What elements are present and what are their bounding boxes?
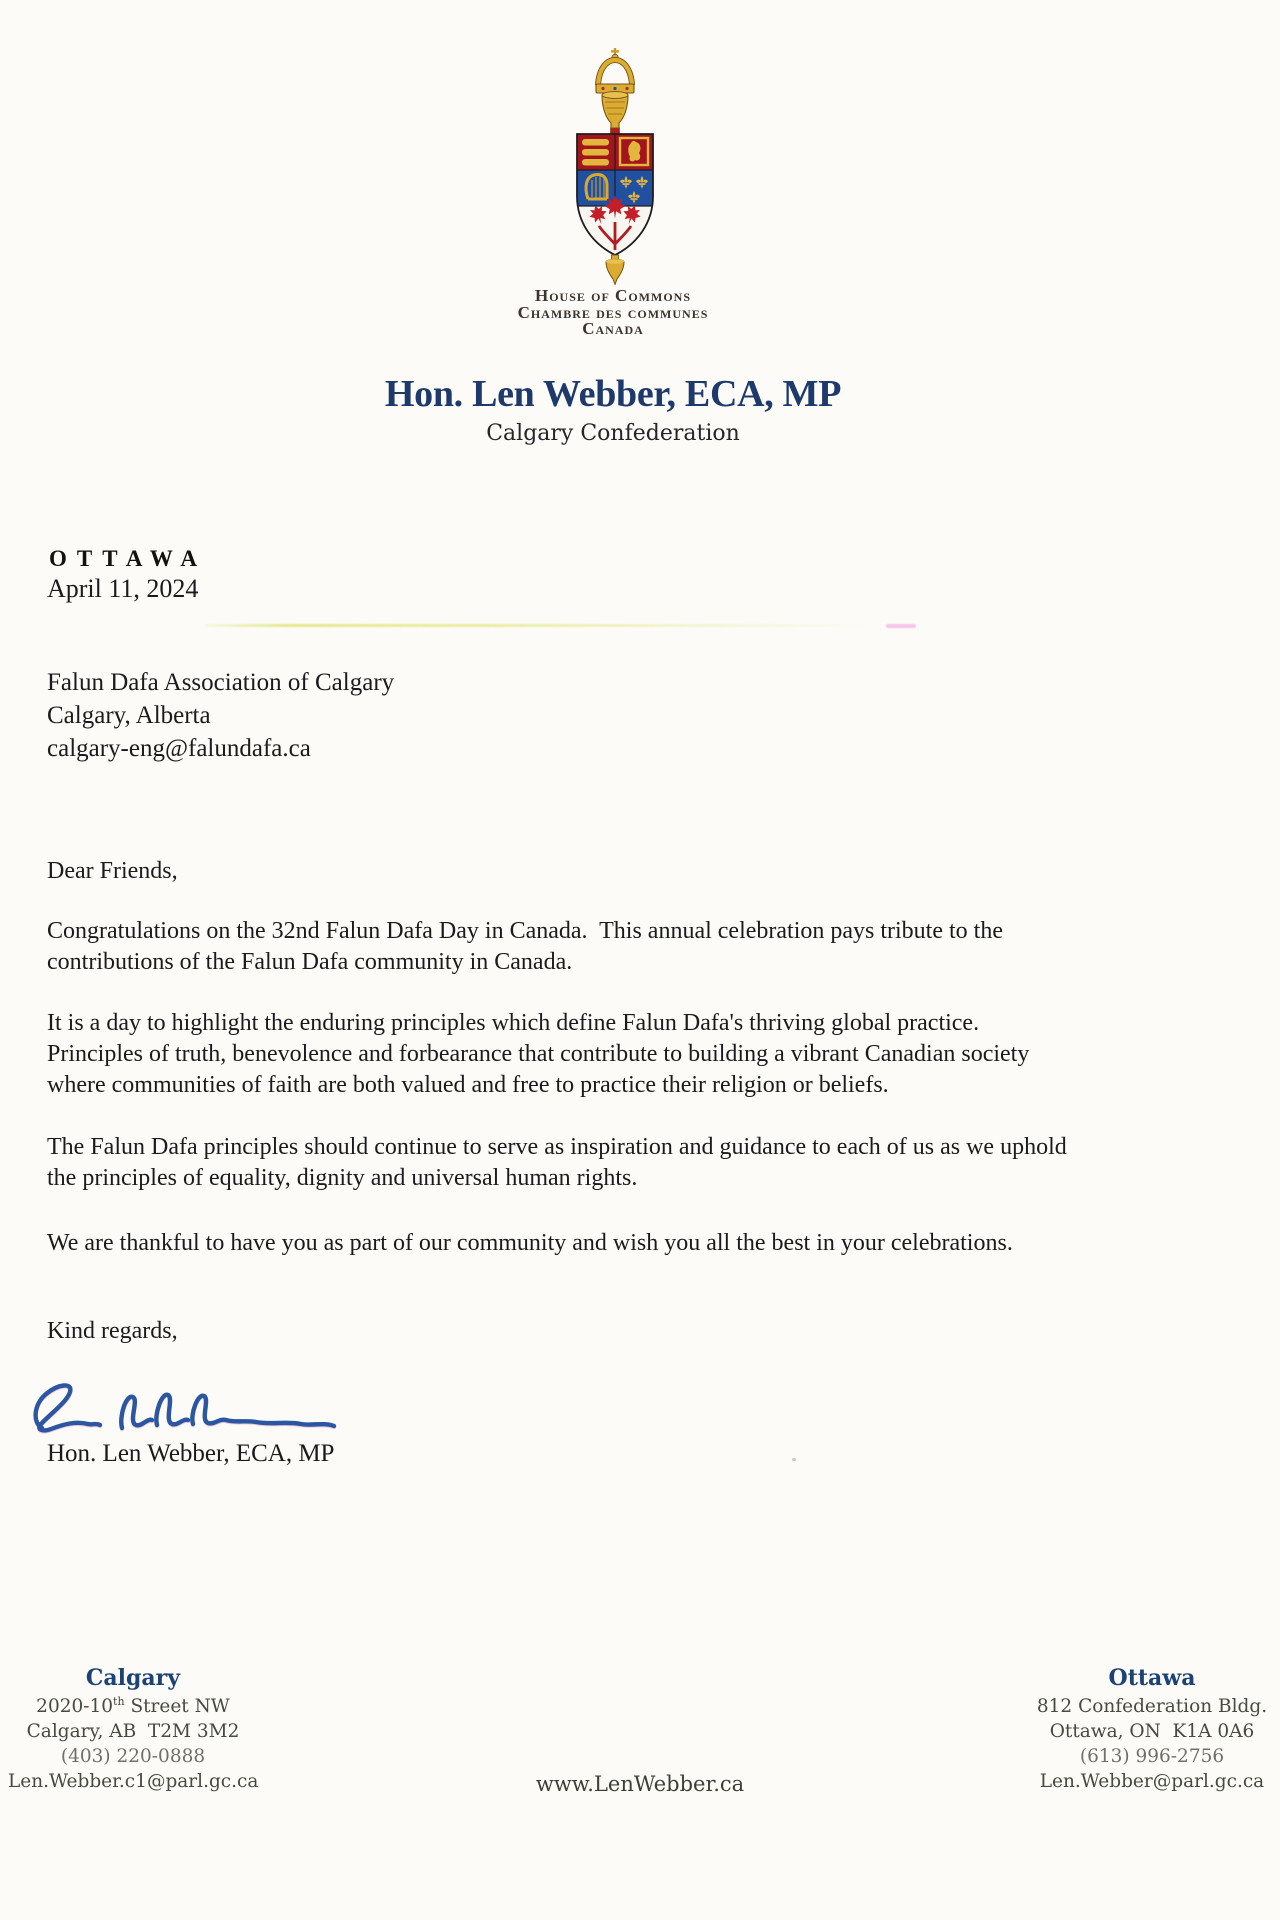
ottawa-email: Len.Webber@parl.gc.ca: [1039, 1771, 1265, 1792]
org-line-french: Chambre des communes: [517, 302, 709, 322]
org-line-english: House of Commons: [534, 286, 691, 305]
mace-crest-svg: [565, 48, 665, 285]
scan-smudge-artifact: [205, 624, 865, 627]
paragraph-line: the principles of equality, dignity and universal human rights.: [47, 1165, 638, 1191]
org-line-country: Canada: [582, 319, 644, 338]
signature-ink-svg: [26, 1364, 356, 1448]
org-name-block: [313, 288, 913, 338]
calgary-city-line: Calgary, AB T2M 3M2: [26, 1721, 240, 1742]
calgary-street-line: [8, 1694, 258, 1719]
house-of-commons-crest-icon: [565, 48, 665, 285]
scan-speck-artifact: [792, 1458, 796, 1461]
paragraph-line: Congratulations on the 32nd Falun Dafa Day in Canada. This annual celebration pays tribute to the: [47, 918, 1003, 944]
paragraph-line: contributions of the Falun Dafa community in Canada.: [47, 949, 573, 975]
letter-place: OTTAWA: [49, 546, 207, 571]
website-url: www.LenWebber.ca: [535, 1772, 745, 1796]
ottawa-phone: (613) 996-2756: [1079, 1746, 1225, 1767]
typed-signer-name: Hon. Len Webber, ECA, MP: [47, 1440, 335, 1467]
scan-pink-artifact: [886, 624, 916, 628]
recipient-line: Calgary, Alberta: [47, 702, 211, 729]
paragraph-line: where communities of faith are both valued and free to practice their religion or beliefs.: [47, 1072, 889, 1098]
ottawa-address2: Ottawa, ON K1A 0A6: [1049, 1721, 1255, 1742]
paragraph-line: Principles of truth, benevolence and forbearance that contribute to building a vibrant Canadian society: [47, 1041, 1030, 1067]
riding-subtitle: Calgary Confederation: [486, 421, 740, 446]
letter-date: April 11, 2024: [47, 574, 199, 603]
recipient-line: Falun Dafa Association of Calgary: [47, 669, 395, 696]
calgary-street-number: 2020-10: [36, 1696, 114, 1717]
calgary-street-ordinal: th: [113, 1694, 125, 1708]
ottawa-office-heading: Ottawa: [1108, 1665, 1196, 1691]
paragraph-1: [47, 916, 1003, 978]
calgary-street-rest: Street NW: [124, 1696, 230, 1717]
member-name-title: Hon. Len Webber, ECA, MP: [384, 373, 842, 415]
calgary-office-heading: Calgary: [85, 1665, 181, 1691]
paragraph-3: [47, 1132, 1067, 1194]
paragraph-line: It is a day to highlight the enduring principles which define Falun Dafa's thriving global practice.: [47, 1010, 980, 1036]
calgary-phone: (403) 220-0888: [60, 1746, 206, 1767]
paragraph-line: We are thankful to have you as part of our community and wish you all the best in your celebrations.: [47, 1230, 1013, 1256]
closing-line: Kind regards,: [47, 1318, 178, 1344]
handwritten-signature: [26, 1364, 356, 1448]
paragraph-line: The Falun Dafa principles should continue to serve as inspiration and guidance to each of us as we uphold: [47, 1134, 1067, 1160]
paragraph-2: [47, 1008, 1029, 1101]
ottawa-address1: 812 Confederation Bldg.: [1036, 1696, 1268, 1717]
recipient-address-block: [47, 666, 394, 765]
paragraph-4: [47, 1228, 1013, 1259]
calgary-email: Len.Webber.c1@parl.gc.ca: [8, 1771, 259, 1792]
salutation: Dear Friends,: [47, 858, 178, 884]
calgary-office-block: [8, 1664, 258, 1794]
recipient-line: calgary-eng@falundafa.ca: [47, 735, 311, 762]
ottawa-office-block: [1027, 1664, 1277, 1794]
